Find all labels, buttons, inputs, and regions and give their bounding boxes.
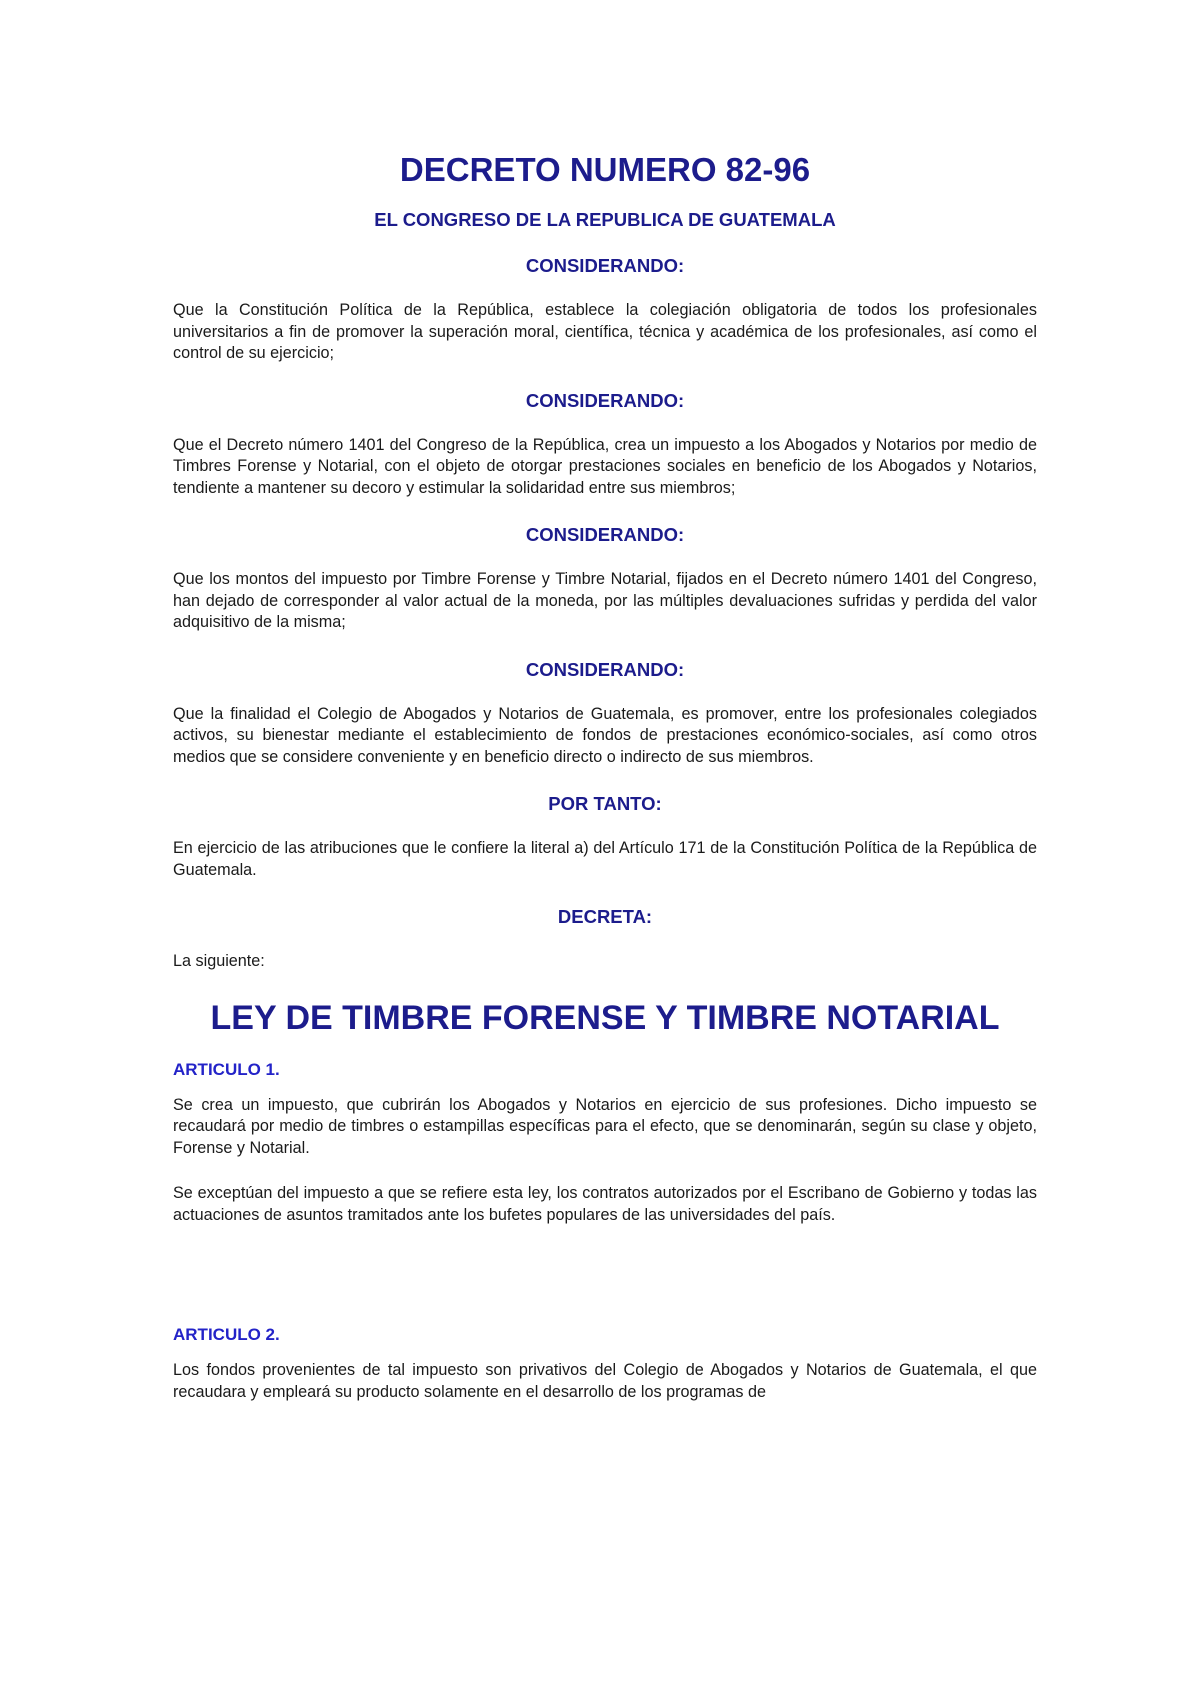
por-tanto-heading: POR TANTO: [548,793,662,814]
law-title: LEY DE TIMBRE FORENSE Y TIMBRE NOTARIAL [210,998,1000,1037]
article-1-label: ARTICULO 1. [173,1059,280,1079]
section-spacer [173,1250,1037,1324]
article-2-label: ARTICULO 2. [173,1325,280,1344]
considerando-text-3: Que los montos del impuesto por Timbre Forense y Timbre Notarial, fijados en el Decreto número 1401 del Congreso, han dejado de corresponder al valor actual de la moneda, por las múltiples devaluaciones sufridas y perdida del valor adquisitivo de la misma; [173,570,1037,631]
considerando-heading-4: CONSIDERANDO: [525,658,685,680]
article-1-paragraph-2: Se exceptúan del impuesto a que se refiere esta ley, los contratos autorizados por el Escribano de Gobierno y todas las actuaciones de asuntos tramitados ante los bufetes populares de las universidades del país. [173,1184,1037,1224]
document-title: DECRETO NUMERO 82-96 [399,151,811,188]
decreta-heading: DECRETA: [557,906,653,927]
considerando-heading-1: CONSIDERANDO: [525,255,685,276]
considerando-heading-3: CONSIDERANDO: [525,524,685,545]
considerando-heading-2: CONSIDERANDO: [525,389,685,411]
article-1-paragraph-1: Se crea un impuesto, que cubrirán los Abogados y Notarios en ejercicio de sus profesiones. Dicho impuesto se recaudará por medio de timbres o estampillas específicas para el efecto, que se denominarán, según su clase y objeto, Forense y Notarial. [173,1095,1037,1157]
decreta-text: La siguiente: [173,952,265,970]
document-body [173,150,1037,1427]
article-2-paragraph-1: Los fondos provenientes de tal impuesto son privativos del Colegio de Abogados y Notarios de Guatemala, el que recaudara y empleará su producto solamente en el desarrollo de los programas de [173,1361,1037,1401]
considerando-text-2: Que el Decreto número 1401 del Congreso de la República, crea un impuesto a los Abogados y Notarios por medio de Timbres Forense y Notarial, con el objeto de otorgar prestaciones sociales en beneficio de los Abogados y Notarios, tendiente a mantener su decoro y estimular la solidaridad entre sus miembros; [173,435,1037,497]
document-subtitle: EL CONGRESO DE LA REPUBLICA DE GUATEMALA [374,209,836,230]
considerando-text-4: Que la finalidad el Colegio de Abogados y Notarios de Guatemala, es promover, entre los profesionales colegiados activos, su bienestar mediante el establecimiento de fondos de prestaciones económico-sociales, así como otros medios que se considere conveniente y en beneficio directo o indirecto de sus miembros. [173,704,1037,766]
por-tanto-text: En ejercicio de las atribuciones que le confiere la literal a) del Artículo 171 de la Constitución Política de la República de Guatemala. [173,839,1037,879]
considerando-text-1: Que la Constitución Política de la República, establece la colegiación obligatoria de todos los profesionales universitarios a fin de promover la superación moral, científica, técnica y académica de los profesionales, así como el control de su ejercicio; [173,301,1037,362]
